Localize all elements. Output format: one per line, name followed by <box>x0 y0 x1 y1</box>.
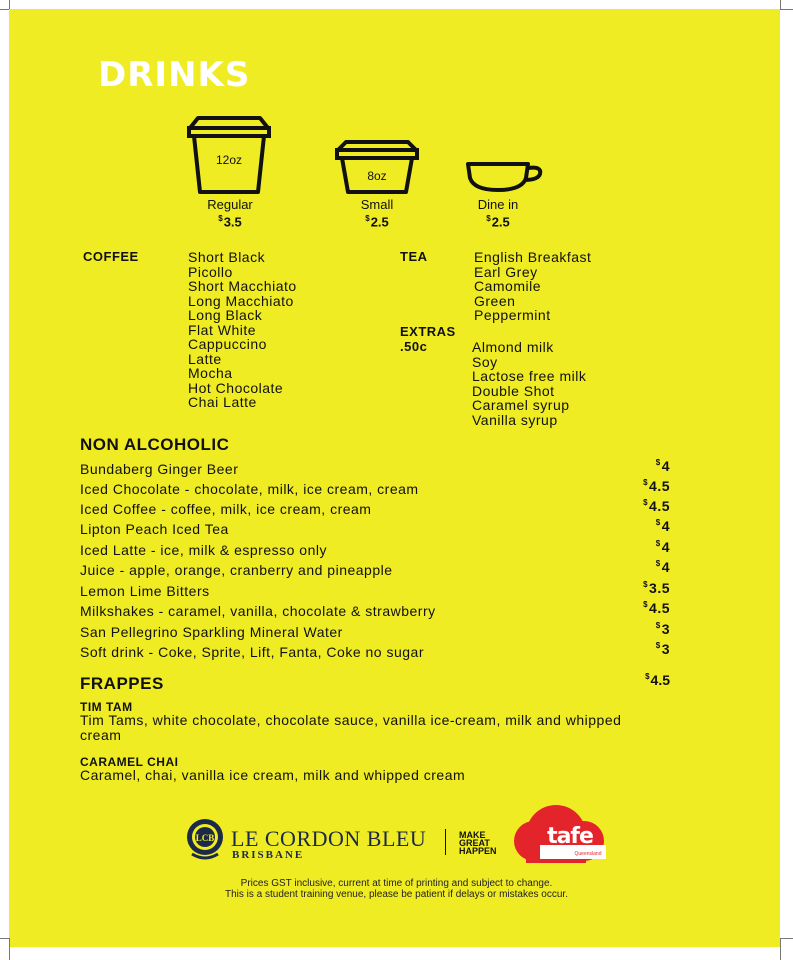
list-item: Earl Grey <box>474 263 538 280</box>
list-item: Mocha <box>188 365 233 381</box>
le-cordon-bleu-crest-icon <box>184 816 226 862</box>
list-item: Camomile <box>474 278 542 294</box>
menu-row: Lemon Lime Bitters $3.5 <box>80 580 670 599</box>
non-alcoholic-heading: NON ALCOHOLIC <box>80 435 230 454</box>
size-label-dine-in: Dine in <box>477 197 519 212</box>
tafe-queensland-logo-icon <box>510 803 610 867</box>
list-item: Soy <box>472 353 498 370</box>
list-item: Hot Chocolate <box>188 379 284 396</box>
logo-divider <box>445 829 446 855</box>
crop-mark <box>0 938 9 939</box>
small-cup-icon <box>334 140 420 196</box>
list-item: Chai Latte <box>188 394 257 410</box>
frappe-name: TIM TAM <box>80 700 133 714</box>
size-price-regular: $3.5 <box>218 214 242 230</box>
list-item: Almond milk <box>472 339 554 355</box>
menu-row: Milkshakes - caramel, vanilla, chocolate & strawberry $4.5 <box>80 600 670 619</box>
regular-cup-icon <box>186 116 272 196</box>
list-item: Short Black <box>188 249 266 265</box>
list-item: Long Black <box>188 307 263 323</box>
crop-mark <box>780 938 793 939</box>
menu-row: Iced Latte - ice, milk & espresso only $4 <box>80 539 670 558</box>
frappes-price: $4.5 <box>645 672 670 688</box>
crop-mark <box>9 0 10 9</box>
list-item: Double Shot <box>472 382 555 399</box>
size-price-small: $2.5 <box>365 214 389 230</box>
dine-in-cup-icon <box>462 160 548 194</box>
make-great-happen-tagline: MAKE GREAT HAPPEN <box>459 830 497 856</box>
extras-price: .50c <box>400 339 428 354</box>
menu-row: Iced Coffee - coffee, milk, ice cream, cream $4.5 <box>80 498 670 517</box>
menu-row: Bundaberg Ginger Beer $4 <box>80 458 670 477</box>
svg-text:LCB: LCB <box>195 833 215 843</box>
coffee-list <box>188 250 297 410</box>
tea-list <box>474 250 591 323</box>
crop-mark <box>0 9 9 10</box>
list-item: English Breakfast <box>474 249 592 265</box>
list-item: Green <box>474 292 516 309</box>
list-item: Flat White <box>188 321 257 338</box>
list-item: Latte <box>188 350 222 367</box>
frappe-desc: Tim Tams, white chocolate, chocolate sauce, vanilla ice-cream, milk and whipped cream <box>80 712 622 743</box>
crop-mark <box>780 0 781 9</box>
le-cordon-bleu-city: BRISBANE <box>232 849 305 861</box>
frappe-desc: Caramel, chai, vanilla ice cream, milk and whipped cream <box>80 767 466 783</box>
frappe-name: CARAMEL CHAI <box>80 755 179 769</box>
svg-text:tafe: tafe <box>547 824 593 849</box>
list-item: Cappuccino <box>188 336 267 352</box>
menu-row: Soft drink - Coke, Sprite, Lift, Fanta, Coke no sugar $3 <box>80 641 670 660</box>
extras-heading: EXTRAS <box>400 324 456 339</box>
crop-mark <box>780 938 781 960</box>
size-label-regular: Regular <box>207 197 253 212</box>
frappes-heading: FRAPPES <box>80 674 164 693</box>
page-title: DRINKS <box>98 55 251 95</box>
tea-heading: TEA <box>400 249 428 264</box>
coffee-heading: COFFEE <box>83 249 139 264</box>
list-item: Short Macchiato <box>188 278 297 294</box>
size-price-dine-in: $2.5 <box>486 214 510 230</box>
menu-row: San Pellegrino Sparkling Mineral Water $3 <box>80 621 670 640</box>
size-label-small: Small <box>360 197 394 212</box>
le-cordon-bleu-logo-text: LE CORDON BLEU <box>231 826 427 851</box>
regular-cup-size: 12oz <box>215 153 243 167</box>
footer-note: Prices GST inclusive, current at time of printing and subject to change. This is a student training venue, please be patient if delays or mistakes occur. <box>225 878 568 900</box>
list-item: Peppermint <box>474 307 551 323</box>
list-item: Vanilla syrup <box>472 411 558 428</box>
menu-row: Juice - apple, orange, cranberry and pineapple $4 <box>80 559 670 578</box>
crop-mark <box>9 938 10 960</box>
list-item: Long Macchiato <box>188 292 294 309</box>
list-item: Lactose free milk <box>472 368 587 384</box>
list-item: Picollo <box>188 263 233 280</box>
crop-mark <box>780 9 793 10</box>
small-cup-size: 8oz <box>367 169 387 183</box>
svg-text:Queensland: Queensland <box>574 851 602 857</box>
extras-list <box>472 340 586 427</box>
menu-row: Lipton Peach Iced Tea $4 <box>80 518 670 537</box>
menu-row: Iced Chocolate - chocolate, milk, ice cream, cream $4.5 <box>80 478 670 497</box>
list-item: Caramel syrup <box>472 397 570 413</box>
